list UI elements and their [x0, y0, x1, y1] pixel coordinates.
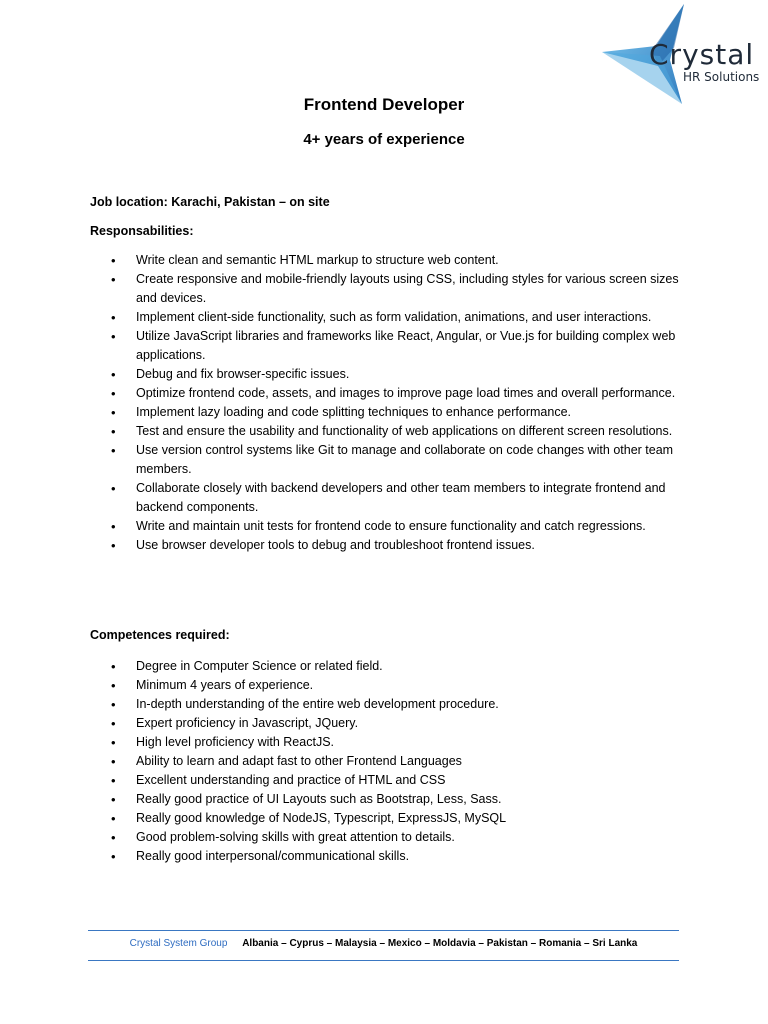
list-item: • Really good practice of UI Layouts such as Bootstrap, Less, Sass.	[90, 790, 690, 809]
list-item: • High level proficiency with ReactJS.	[90, 733, 690, 752]
footer-group-name: Crystal System Group	[129, 938, 228, 949]
list-item: • Optimize frontend code, assets, and images to improve page load times and overall performance.	[90, 384, 690, 403]
competences-list	[90, 657, 690, 866]
list-item: • Utilize JavaScript libraries and frameworks like React, Angular, or Vue.js for building complex web applications.	[90, 327, 690, 365]
list-item: • Use version control systems like Git to manage and collaborate on code changes with other team members.	[90, 441, 690, 479]
list-item: • Really good interpersonal/communicational skills.	[90, 847, 690, 866]
list-item: • Use browser developer tools to debug and troubleshoot frontend issues.	[90, 536, 690, 555]
footer	[88, 938, 679, 949]
list-item: • Implement lazy loading and code splitting techniques to enhance performance.	[90, 403, 690, 422]
list-item: • Implement client-side functionality, such as form validation, animations, and user interactions.	[90, 308, 690, 327]
list-item: • Minimum 4 years of experience.	[90, 676, 690, 695]
list-item: • Collaborate closely with backend developers and other team members to integrate frontend and backend components.	[90, 479, 690, 517]
list-item: • Expert proficiency in Javascript, JQuery.	[90, 714, 690, 733]
job-location: Job location: Karachi, Pakistan – on site	[90, 195, 330, 209]
list-item: • Create responsive and mobile-friendly layouts using CSS, including styles for various screen sizes and devices.	[90, 270, 690, 308]
list-item: • Write and maintain unit tests for frontend code to ensure functionality and catch regressions.	[90, 517, 690, 536]
logo-wordmark: Crystal	[649, 38, 755, 71]
list-item: • Test and ensure the usability and functionality of web applications on different screen resolutions.	[90, 422, 690, 441]
responsibilities-heading: Responsabilities:	[90, 224, 194, 238]
footer-divider-top	[88, 930, 679, 931]
list-item: • Good problem-solving skills with great attention to details.	[90, 828, 690, 847]
list-item: • Write clean and semantic HTML markup to structure web content.	[90, 251, 690, 270]
list-item: • Degree in Computer Science or related field.	[90, 657, 690, 676]
footer-countries: Albania – Cyprus – Malaysia – Mexico – Moldavia – Pakistan – Romania – Sri Lanka	[242, 938, 638, 949]
page-title: Frontend Developer	[303, 95, 465, 114]
competences-heading: Competences required:	[90, 628, 230, 642]
list-item: • In-depth understanding of the entire web development procedure.	[90, 695, 690, 714]
list-item: • Ability to learn and adapt fast to other Frontend Languages	[90, 752, 690, 771]
responsibilities-list	[90, 251, 690, 555]
list-item: • Debug and fix browser-specific issues.	[90, 365, 690, 384]
page-subtitle: 4+ years of experience	[303, 131, 465, 148]
list-item: • Really good knowledge of NodeJS, Typescript, ExpressJS, MySQL	[90, 809, 690, 828]
logo-subtitle: HR Solutions	[683, 70, 760, 84]
list-item: • Excellent understanding and practice of HTML and CSS	[90, 771, 690, 790]
footer-divider-bottom	[88, 960, 679, 961]
